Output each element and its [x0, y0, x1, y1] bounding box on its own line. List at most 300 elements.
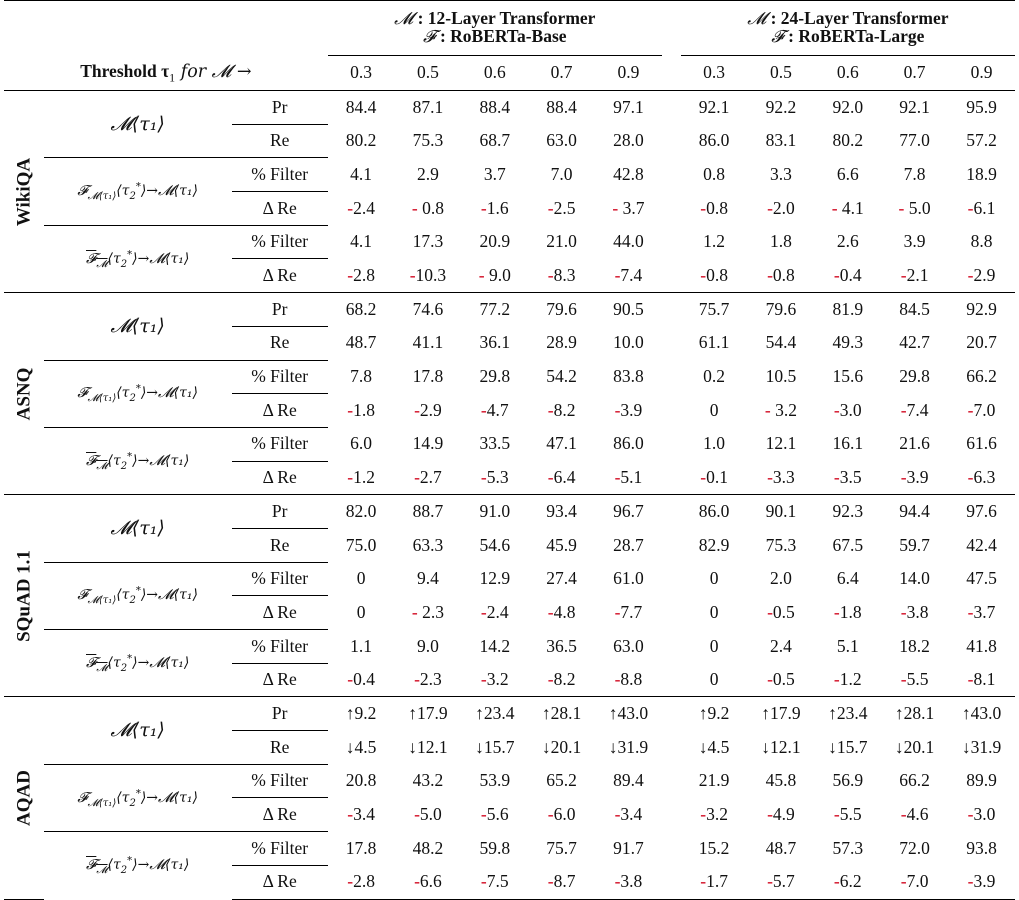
table-cell: 2.4 — [769, 635, 792, 656]
negative-sign: - — [767, 871, 773, 892]
table-cell: 88.4 — [461, 91, 528, 125]
table-cell: 66.2 — [899, 770, 930, 791]
table-cell: 89.4 — [613, 770, 644, 791]
table-cell: 7.8 — [903, 163, 926, 184]
cell-value: 4.1 — [837, 197, 864, 218]
table-cell: 12.9 — [479, 568, 511, 589]
method-label-f-m-tau: $𝓕_{𝓜⟨\tau_1⟩}⟨\tau_2^*⟩\to 𝓜⟨\tau_1⟩$ — [77, 181, 198, 202]
table-cell: 80.2 — [832, 130, 864, 151]
negative-sign: - — [614, 264, 621, 285]
table-cell: 17.8 — [412, 366, 444, 387]
table-cell: 84.5 — [881, 293, 948, 327]
negative-sign: - — [480, 399, 487, 420]
cell-value: 10.3 — [415, 264, 447, 285]
cell-value: 3.7 — [973, 601, 996, 622]
table-cell: 33.5 — [479, 433, 511, 454]
table-cell — [461, 394, 528, 428]
table-cell: 83.1 — [765, 130, 797, 151]
negative-sign: - — [547, 264, 554, 285]
cell-value: 0.4 — [353, 669, 375, 690]
negative-sign: - — [480, 466, 487, 487]
cell-value: 8.1 — [973, 669, 996, 690]
table-cell: 54.2 — [546, 366, 577, 387]
table-cell: 9.4 — [417, 568, 439, 589]
cell-value: 3.0 — [973, 804, 996, 825]
metric-label: Re — [232, 326, 328, 360]
table-cell: 29.8 — [479, 366, 511, 387]
table-cell: 9.0 — [417, 635, 439, 656]
table-cell: 63.0 — [613, 635, 644, 656]
cell-value: 2.3 — [419, 669, 442, 690]
table-cell: 97.6 — [948, 495, 1015, 529]
table-cell: 75.3 — [765, 534, 797, 555]
negative-sign: - — [347, 871, 354, 892]
table-cell — [395, 798, 462, 832]
group-a-threshold-1: 0.5 — [417, 62, 439, 83]
table-cell: 42.4 — [966, 534, 997, 555]
cell-value: 8.3 — [553, 264, 576, 285]
table-cell: 20.7 — [966, 332, 997, 353]
negative-sign: - — [767, 264, 773, 285]
method-label-fbar-m-tau: $𝓕_𝓜⟨\tau_2^*⟩\to 𝓜⟨\tau_1⟩$ — [86, 855, 190, 876]
table-cell: 61.0 — [613, 568, 644, 589]
method-label-m-tau: 𝓜⟨τ₁⟩ — [110, 516, 165, 539]
table-cell: 92.0 — [814, 91, 881, 125]
table-cell: ↑9.2 — [681, 697, 748, 731]
table-cell: 92.3 — [814, 495, 881, 529]
table-cell — [461, 259, 528, 293]
table-cell: 75.3 — [412, 130, 444, 151]
metric-label: % Filter — [232, 360, 328, 394]
table-cell: ↓15.7 — [475, 736, 515, 757]
table-cell: 83.8 — [613, 366, 644, 387]
table-cell: 10.0 — [613, 332, 644, 353]
negative-sign: - — [347, 264, 354, 285]
group-a-line2: : RoBERTa-Base — [435, 26, 567, 46]
table-cell: 57.2 — [966, 130, 997, 151]
method-label-m-tau: 𝓜⟨τ₁⟩ — [110, 314, 165, 337]
table-cell — [328, 259, 395, 293]
results-table — [4, 0, 1015, 900]
table-cell: 6.0 — [350, 433, 373, 454]
cell-value: 6.0 — [553, 804, 576, 825]
table-cell — [681, 192, 748, 226]
table-cell — [948, 865, 1015, 899]
table-cell — [881, 596, 948, 630]
method-label-f-m-tau: $𝓕_{𝓜⟨\tau_1⟩}⟨\tau_2^*⟩\to 𝓜⟨\tau_1⟩$ — [77, 585, 198, 607]
table-cell — [881, 865, 948, 899]
table-cell: 45.9 — [546, 534, 577, 555]
cell-value: 3.0 — [839, 399, 862, 420]
table-cell: 0 — [709, 399, 719, 420]
cell-value: 3.9 — [906, 466, 929, 487]
table-cell: 48.7 — [345, 332, 377, 353]
negative-sign: - — [614, 601, 621, 622]
table-cell: 92.1 — [681, 91, 748, 125]
negative-sign: - — [833, 669, 840, 690]
metric-label: Re — [232, 528, 328, 562]
negative-sign: - — [700, 197, 707, 218]
negative-sign: - — [967, 669, 974, 690]
table-cell: 41.8 — [966, 635, 997, 656]
table-cell: 0 — [356, 601, 366, 622]
table-cell — [948, 663, 1015, 697]
group-b-threshold-1: 0.5 — [769, 62, 792, 83]
cell-value: 0.8 — [772, 264, 795, 285]
table-cell — [814, 865, 881, 899]
negative-sign: - — [480, 197, 487, 218]
table-cell: ↑43.0 — [948, 697, 1015, 731]
table-cell: 1.0 — [703, 433, 726, 454]
negative-sign: - — [967, 804, 974, 825]
table-cell: 17.3 — [412, 231, 444, 252]
table-cell: 61.1 — [698, 332, 730, 353]
table-cell: 41.1 — [412, 332, 444, 353]
negative-sign: - — [414, 871, 420, 892]
negative-sign: - — [833, 601, 840, 622]
method-label-f-m-tau: $𝓕_{𝓜⟨\tau_1⟩}⟨\tau_2^*⟩\to 𝓜⟨\tau_1⟩$ — [77, 787, 198, 809]
table-cell: 54.4 — [765, 332, 797, 353]
group-a-threshold-4: 0.9 — [617, 62, 640, 83]
dataset-label: SQuAD 1.1 — [4, 495, 44, 697]
table-cell: 28.0 — [613, 130, 644, 151]
table-cell: 1.2 — [703, 231, 726, 252]
table-cell: 21.6 — [899, 433, 930, 454]
table-cell: 79.6 — [748, 293, 815, 327]
table-cell — [681, 259, 748, 293]
metric-label: Pr — [232, 495, 328, 529]
negative-sign: - — [833, 399, 840, 420]
table-cell — [881, 461, 948, 495]
table-cell: ↓4.5 — [698, 736, 730, 757]
cell-value: 2.9 — [419, 399, 442, 420]
cell-value: 7.0 — [973, 399, 996, 420]
metric-label: Δ Re — [232, 663, 328, 697]
table-cell: 89.9 — [966, 770, 997, 791]
negative-sign: - — [614, 466, 621, 487]
table-cell: 68.2 — [328, 293, 395, 327]
metric-label: % Filter — [232, 562, 328, 596]
cell-value: 0.5 — [772, 669, 795, 690]
table-cell: 0 — [709, 669, 719, 690]
metric-label: Δ Re — [232, 596, 328, 630]
table-cell — [528, 259, 595, 293]
table-cell: 77.2 — [461, 293, 528, 327]
metric-label: Δ Re — [232, 461, 328, 495]
cell-value: 2.7 — [419, 466, 442, 487]
table-cell: 93.4 — [528, 495, 595, 529]
cell-value: 5.0 — [904, 197, 931, 218]
negative-sign: - — [414, 669, 420, 690]
dataset-label: WikiQA — [4, 91, 44, 293]
table-cell — [528, 192, 595, 226]
cell-value: 2.3 — [417, 601, 444, 622]
table-cell: 91.0 — [461, 495, 528, 529]
table-cell: 14.0 — [899, 568, 930, 589]
table-row — [4, 697, 1015, 731]
table-cell — [461, 798, 528, 832]
table-cell: ↑28.1 — [528, 697, 595, 731]
table-cell: 15.6 — [832, 366, 864, 387]
table-cell — [461, 663, 528, 697]
table-cell — [328, 663, 395, 697]
table-cell: 2.6 — [836, 231, 859, 252]
table-cell: 61.6 — [966, 433, 997, 454]
table-cell: 82.0 — [328, 495, 395, 529]
negative-sign: - — [547, 601, 554, 622]
negative-sign: - — [831, 197, 838, 218]
table-cell: 68.7 — [479, 130, 511, 151]
method-label-f-m-tau: $𝓕_{𝓜⟨\tau_1⟩}⟨\tau_2^*⟩\to 𝓜⟨\tau_1⟩$ — [77, 383, 198, 405]
cell-value: 2.5 — [553, 197, 576, 218]
table-cell: 3.7 — [483, 163, 506, 184]
table-cell: 80.2 — [345, 130, 377, 151]
table-cell — [328, 394, 395, 428]
table-cell — [948, 798, 1015, 832]
negative-sign: - — [833, 871, 840, 892]
table-cell: 0.8 — [703, 163, 726, 184]
table-cell: ↓12.1 — [408, 736, 448, 757]
negative-sign: - — [547, 399, 554, 420]
table-cell: 36.5 — [546, 635, 577, 656]
negative-sign: - — [767, 669, 773, 690]
table-cell: 6.6 — [836, 163, 859, 184]
group-a-threshold-3: 0.7 — [550, 62, 573, 83]
table-cell: 20.8 — [345, 770, 377, 791]
table-cell: 54.6 — [479, 534, 511, 555]
cell-value: 1.7 — [706, 871, 728, 892]
table-cell: 72.0 — [899, 837, 930, 858]
negative-sign: - — [347, 466, 354, 487]
table-cell: 29.8 — [899, 366, 930, 387]
table-cell — [814, 798, 881, 832]
table-cell — [681, 865, 748, 899]
negative-sign: - — [478, 264, 485, 285]
table-cell — [814, 394, 881, 428]
negative-sign: - — [767, 466, 773, 487]
metric-label: Re — [232, 124, 328, 158]
table-cell: 21.9 — [698, 770, 730, 791]
negative-sign: - — [547, 804, 554, 825]
table-cell — [595, 192, 662, 226]
table-cell — [881, 394, 948, 428]
cell-value: 3.8 — [906, 601, 929, 622]
cell-value: 3.7 — [618, 197, 645, 218]
table-cell: 3.9 — [903, 231, 926, 252]
table-cell — [395, 192, 462, 226]
table-cell: 14.2 — [479, 635, 511, 656]
table-cell: 48.7 — [765, 837, 797, 858]
cell-value: 0.8 — [417, 197, 444, 218]
metric-label: Δ Re — [232, 259, 328, 293]
cell-value: 8.8 — [620, 669, 643, 690]
cell-value: 3.2 — [706, 804, 728, 825]
table-cell — [528, 394, 595, 428]
table-cell: 48.2 — [412, 837, 444, 858]
negative-sign: - — [700, 264, 707, 285]
cell-value: 0.8 — [706, 197, 728, 218]
metric-label: Re — [232, 731, 328, 765]
table-cell: 2.9 — [417, 163, 439, 184]
negative-sign: - — [547, 871, 554, 892]
negative-sign: - — [347, 197, 354, 218]
table-cell: 0 — [709, 601, 719, 622]
threshold-label: Threshold $\tau_1$ for 𝓜 → — [80, 60, 252, 84]
negative-sign: - — [614, 399, 621, 420]
negative-sign: - — [900, 871, 907, 892]
table-cell — [595, 461, 662, 495]
negative-sign: - — [612, 197, 619, 218]
cell-value: 9.0 — [484, 264, 511, 285]
group-b-threshold-4: 0.9 — [970, 62, 993, 83]
negative-sign: - — [614, 669, 621, 690]
table-cell — [948, 596, 1015, 630]
table-cell: ↓31.9 — [961, 736, 1002, 757]
table-cell — [748, 192, 815, 226]
table-cell — [814, 596, 881, 630]
group-header-12-layer: 𝓜 : 12-Layer Transformer 𝓕 : RoBERTa-Base — [328, 1, 662, 56]
negative-sign: - — [764, 399, 771, 420]
cell-value: 3.3 — [772, 466, 795, 487]
table-cell: 92.1 — [881, 91, 948, 125]
table-cell: 4.1 — [350, 163, 373, 184]
table-cell — [528, 798, 595, 832]
table-cell: 21.0 — [546, 231, 577, 252]
negative-sign: - — [900, 601, 907, 622]
cell-value: 5.3 — [486, 466, 509, 487]
cell-value: 2.4 — [486, 601, 509, 622]
table-cell: 63.3 — [412, 534, 444, 555]
table-cell: 49.3 — [832, 332, 864, 353]
cell-value: 8.2 — [553, 399, 576, 420]
metric-label: Pr — [232, 293, 328, 327]
negative-sign: - — [833, 804, 840, 825]
table-cell: 90.1 — [748, 495, 815, 529]
table-cell: 84.4 — [328, 91, 395, 125]
table-cell — [595, 865, 662, 899]
table-cell: 66.2 — [966, 366, 997, 387]
table-cell: 16.1 — [832, 433, 864, 454]
table-row — [4, 225, 1015, 259]
table-cell: 28.9 — [546, 332, 577, 353]
table-cell: 1.8 — [769, 231, 792, 252]
table-cell — [461, 192, 528, 226]
table-row — [4, 427, 1015, 461]
metric-label: % Filter — [232, 630, 328, 664]
table-cell — [328, 192, 395, 226]
metric-label: Pr — [232, 91, 328, 125]
table-cell — [814, 663, 881, 697]
metric-label: Δ Re — [232, 394, 328, 428]
table-row — [4, 495, 1015, 529]
cell-value: 5.5 — [906, 669, 929, 690]
negative-sign: - — [547, 197, 554, 218]
table-cell — [814, 192, 881, 226]
negative-sign: - — [414, 804, 420, 825]
table-row — [4, 562, 1015, 596]
table-cell: 86.0 — [698, 130, 730, 151]
table-row — [4, 293, 1015, 327]
table-cell — [395, 394, 462, 428]
table-cell: ↑17.9 — [748, 697, 815, 731]
cell-value: 0.1 — [706, 466, 728, 487]
negative-sign: - — [700, 466, 707, 487]
table-cell: 7.8 — [350, 366, 373, 387]
cell-value: 7.4 — [620, 264, 643, 285]
cell-value: 2.4 — [353, 197, 375, 218]
negative-sign: - — [900, 669, 907, 690]
table-cell: 18.2 — [899, 635, 930, 656]
table-cell: 77.0 — [899, 130, 930, 151]
table-cell — [748, 259, 815, 293]
negative-sign: - — [967, 264, 974, 285]
cell-value: 0.8 — [706, 264, 728, 285]
group-b-line2: : RoBERTa-Large — [783, 26, 925, 46]
method-label-m-tau: 𝓜⟨τ₁⟩ — [110, 719, 165, 742]
table-cell: ↓12.1 — [761, 736, 801, 757]
table-cell — [395, 663, 462, 697]
table-cell: 28.7 — [613, 534, 644, 555]
negative-sign: - — [900, 804, 907, 825]
table-cell: 75.0 — [345, 534, 377, 555]
table-cell — [528, 596, 595, 630]
table-cell: 47.5 — [966, 568, 997, 589]
negative-sign: - — [833, 466, 840, 487]
table-cell — [528, 865, 595, 899]
negative-sign: - — [411, 601, 418, 622]
table-cell: 47.1 — [546, 433, 577, 454]
negative-sign: - — [833, 264, 840, 285]
table-cell: 10.5 — [765, 366, 797, 387]
metric-label: Δ Re — [232, 192, 328, 226]
table-cell — [881, 798, 948, 832]
negative-sign: - — [414, 399, 420, 420]
table-cell — [948, 394, 1015, 428]
cell-value: 1.2 — [353, 466, 375, 487]
table-cell — [595, 394, 662, 428]
negative-sign: - — [480, 669, 487, 690]
dataset-label: AQAD — [4, 697, 44, 899]
table-cell: 87.1 — [395, 91, 462, 125]
negative-sign: - — [480, 601, 487, 622]
table-cell: 75.7 — [546, 837, 577, 858]
table-cell — [748, 461, 815, 495]
table-cell: 88.7 — [395, 495, 462, 529]
table-cell — [948, 461, 1015, 495]
table-cell: 36.1 — [479, 332, 511, 353]
metric-label: Pr — [232, 697, 328, 731]
table-cell — [395, 461, 462, 495]
table-cell — [681, 461, 748, 495]
table-cell: ↓15.7 — [828, 736, 868, 757]
negative-sign: - — [967, 399, 974, 420]
negative-sign: - — [900, 264, 907, 285]
group-b-threshold-0: 0.3 — [703, 62, 726, 83]
table-cell — [881, 259, 948, 293]
negative-sign: - — [767, 601, 773, 622]
table-cell: 59.7 — [899, 534, 930, 555]
cell-value: 7.5 — [486, 871, 509, 892]
cell-value: 4.6 — [906, 804, 929, 825]
negative-sign: - — [767, 197, 773, 218]
negative-sign: - — [700, 804, 707, 825]
cell-value: 6.4 — [553, 466, 576, 487]
table-cell: 79.6 — [528, 293, 595, 327]
cell-value: 2.9 — [973, 264, 996, 285]
table-cell: ↑43.0 — [595, 697, 662, 731]
table-cell — [748, 798, 815, 832]
table-cell: 65.2 — [546, 770, 577, 791]
